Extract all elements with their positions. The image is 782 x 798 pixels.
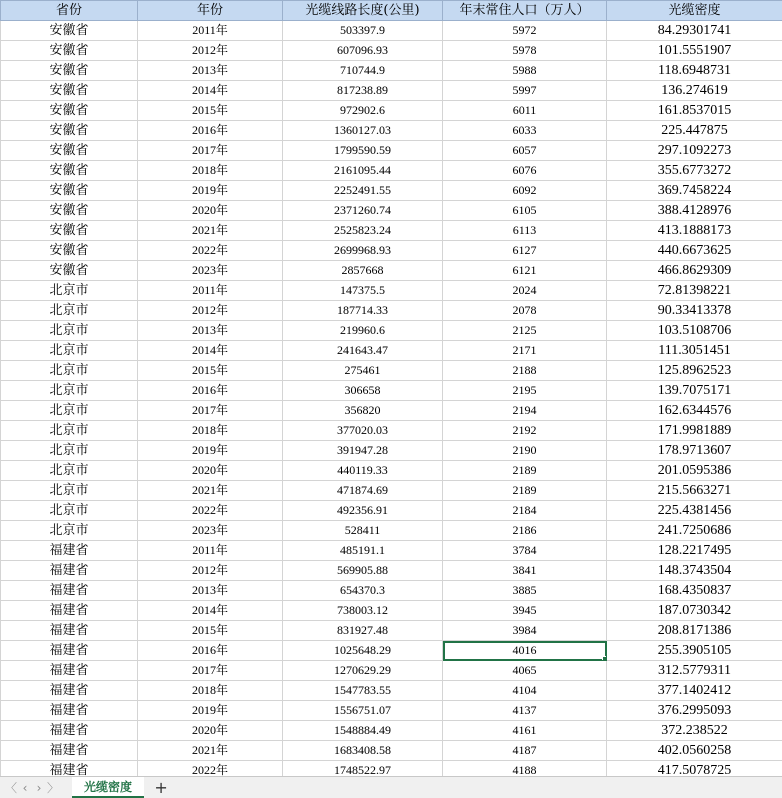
cell-province[interactable]: 北京市: [1, 381, 138, 401]
cell-province[interactable]: 北京市: [1, 321, 138, 341]
cell-cable-density[interactable]: 369.7458224: [607, 181, 782, 201]
cell-population[interactable]: 2188: [443, 361, 607, 381]
cell-year[interactable]: 2015年: [138, 361, 283, 381]
cell-province[interactable]: 北京市: [1, 361, 138, 381]
cell-cable-length[interactable]: 471874.69: [283, 481, 443, 501]
table-row: [1, 281, 782, 301]
cell-cable-density[interactable]: 440.6673625: [607, 241, 782, 261]
selected-cell[interactable]: 4016: [443, 641, 607, 661]
cell-population[interactable]: 5972: [443, 21, 607, 41]
table-row: [1, 581, 782, 601]
cell-province[interactable]: 安徽省: [1, 161, 138, 181]
table-row: [1, 441, 782, 461]
cell-province[interactable]: 北京市: [1, 441, 138, 461]
cell-province[interactable]: 安徽省: [1, 141, 138, 161]
cell-cable-length[interactable]: 147375.5: [283, 281, 443, 301]
table-row: [1, 541, 782, 561]
cell-cable-length[interactable]: 972902.6: [283, 101, 443, 121]
cell-population[interactable]: 3841: [443, 561, 607, 581]
cell-population[interactable]: 4187: [443, 741, 607, 761]
cell-province[interactable]: 福建省: [1, 741, 138, 761]
cell-year[interactable]: 2011年: [138, 541, 283, 561]
cell-cable-length[interactable]: 1270629.29: [283, 661, 443, 681]
add-sheet-plus-icon[interactable]: +: [152, 778, 170, 798]
table-row: [1, 461, 782, 481]
cell-year[interactable]: 2014年: [138, 81, 283, 101]
sheet-tab-cable-density[interactable]: 光缆密度: [72, 777, 144, 798]
table-row: [1, 21, 782, 41]
cell-cable-length[interactable]: 275461: [283, 361, 443, 381]
cell-year[interactable]: 2016年: [138, 641, 283, 661]
cell-population[interactable]: 2189: [443, 461, 607, 481]
cell-year[interactable]: 2022年: [138, 761, 283, 777]
cell-population[interactable]: 6033: [443, 121, 607, 141]
table-row: [1, 61, 782, 81]
cell-year[interactable]: 2023年: [138, 521, 283, 541]
cell-population[interactable]: 4161: [443, 721, 607, 741]
cell-cable-length[interactable]: 738003.12: [283, 601, 443, 621]
cell-province[interactable]: 北京市: [1, 281, 138, 301]
cell-cable-length[interactable]: 306658: [283, 381, 443, 401]
cell-cable-density[interactable]: 413.1888173: [607, 221, 782, 241]
cell-cable-density[interactable]: 241.7250686: [607, 521, 782, 541]
cell-province[interactable]: 北京市: [1, 481, 138, 501]
cell-cable-density[interactable]: 402.0560258: [607, 741, 782, 761]
cell-cable-density[interactable]: 388.4128976: [607, 201, 782, 221]
cell-year[interactable]: 2017年: [138, 661, 283, 681]
cell-population[interactable]: 4065: [443, 661, 607, 681]
cell-province[interactable]: 福建省: [1, 701, 138, 721]
cell-cable-length[interactable]: 187714.33: [283, 301, 443, 321]
cell-population[interactable]: 2189: [443, 481, 607, 501]
cell-year[interactable]: 2013年: [138, 581, 283, 601]
cell-population[interactable]: 6127: [443, 241, 607, 261]
table-row: [1, 601, 782, 621]
cell-year[interactable]: 2014年: [138, 601, 283, 621]
cell-population[interactable]: 2190: [443, 441, 607, 461]
cell-population[interactable]: 5997: [443, 81, 607, 101]
cell-cable-density[interactable]: 372.238522: [607, 721, 782, 741]
cell-province[interactable]: 安徽省: [1, 61, 138, 81]
cell-province[interactable]: 安徽省: [1, 101, 138, 121]
cell-cable-density[interactable]: 118.6948731: [607, 61, 782, 81]
cell-cable-density[interactable]: 225.447875: [607, 121, 782, 141]
cell-cable-length[interactable]: 1025648.29: [283, 641, 443, 661]
cell-cable-density[interactable]: 201.0595386: [607, 461, 782, 481]
cell-cable-length[interactable]: 817238.89: [283, 81, 443, 101]
cell-province[interactable]: 福建省: [1, 721, 138, 741]
cell-cable-density[interactable]: 225.4381456: [607, 501, 782, 521]
cell-year[interactable]: 2016年: [138, 381, 283, 401]
cell-cable-length[interactable]: 503397.9: [283, 21, 443, 41]
cell-year[interactable]: 2021年: [138, 481, 283, 501]
cell-cable-density[interactable]: 376.2995093: [607, 701, 782, 721]
cell-province[interactable]: 北京市: [1, 301, 138, 321]
table-row: [1, 201, 782, 221]
cell-cable-density[interactable]: 128.2217495: [607, 541, 782, 561]
cell-year[interactable]: 2012年: [138, 561, 283, 581]
cell-population[interactable]: 6113: [443, 221, 607, 241]
cell-population[interactable]: 6011: [443, 101, 607, 121]
cell-year[interactable]: 2020年: [138, 721, 283, 741]
cell-population[interactable]: 4104: [443, 681, 607, 701]
cell-cable-density[interactable]: 101.5551907: [607, 41, 782, 61]
cell-year[interactable]: 2011年: [138, 281, 283, 301]
cell-population[interactable]: 5988: [443, 61, 607, 81]
cell-province[interactable]: 北京市: [1, 521, 138, 541]
table-row: [1, 341, 782, 361]
cell-cable-density[interactable]: 72.81398221: [607, 281, 782, 301]
cell-cable-length[interactable]: 569905.88: [283, 561, 443, 581]
cell-population[interactable]: 4188: [443, 761, 607, 777]
table-row: [1, 561, 782, 581]
cell-cable-density[interactable]: 103.5108706: [607, 321, 782, 341]
cell-year[interactable]: 2019年: [138, 441, 283, 461]
table-row: [1, 361, 782, 381]
cell-population[interactable]: 3945: [443, 601, 607, 621]
header-row: [1, 1, 782, 21]
cell-province[interactable]: 福建省: [1, 541, 138, 561]
cell-population[interactable]: 6076: [443, 161, 607, 181]
cell-cable-density[interactable]: 377.1402412: [607, 681, 782, 701]
cell-province[interactable]: 安徽省: [1, 241, 138, 261]
table-row: [1, 241, 782, 261]
cell-cable-length[interactable]: 1360127.03: [283, 121, 443, 141]
cell-year[interactable]: 2016年: [138, 121, 283, 141]
cell-cable-length[interactable]: 440119.33: [283, 461, 443, 481]
sheet-tab-bar: [0, 776, 782, 798]
cell-cable-density[interactable]: 111.3051451: [607, 341, 782, 361]
cell-year[interactable]: 2017年: [138, 401, 283, 421]
table-row: [1, 101, 782, 121]
cell-year[interactable]: 2018年: [138, 681, 283, 701]
table-row: [1, 301, 782, 321]
cell-population[interactable]: 2195: [443, 381, 607, 401]
table-row: [1, 421, 782, 441]
cell-year[interactable]: 2018年: [138, 161, 283, 181]
cell-cable-length[interactable]: 1683408.58: [283, 741, 443, 761]
cell-population[interactable]: 3984: [443, 621, 607, 641]
cell-population[interactable]: 2184: [443, 501, 607, 521]
cell-year[interactable]: 2014年: [138, 341, 283, 361]
table-row: [1, 481, 782, 501]
cell-cable-length[interactable]: 241643.47: [283, 341, 443, 361]
cell-cable-density[interactable]: 161.8537015: [607, 101, 782, 121]
cell-cable-density[interactable]: 84.29301741: [607, 21, 782, 41]
cell-population[interactable]: 6121: [443, 261, 607, 281]
cell-population[interactable]: 3885: [443, 581, 607, 601]
cell-year[interactable]: 2013年: [138, 321, 283, 341]
cell-cable-density[interactable]: 125.8962523: [607, 361, 782, 381]
cell-province[interactable]: 安徽省: [1, 181, 138, 201]
cell-cable-length[interactable]: 1548884.49: [283, 721, 443, 741]
cell-cable-length[interactable]: 2371260.74: [283, 201, 443, 221]
table-row: [1, 401, 782, 421]
cell-year[interactable]: 2021年: [138, 221, 283, 241]
cell-cable-density[interactable]: 162.6344576: [607, 401, 782, 421]
cell-year[interactable]: 2021年: [138, 741, 283, 761]
cell-cable-length[interactable]: 492356.91: [283, 501, 443, 521]
table-row: [1, 181, 782, 201]
cell-population[interactable]: 6057: [443, 141, 607, 161]
cell-population[interactable]: 6105: [443, 201, 607, 221]
cell-cable-length[interactable]: 356820: [283, 401, 443, 421]
table-row: [1, 161, 782, 181]
cell-cable-density[interactable]: 168.4350837: [607, 581, 782, 601]
cell-cable-length[interactable]: 654370.3: [283, 581, 443, 601]
cell-province[interactable]: 安徽省: [1, 121, 138, 141]
cell-cable-density[interactable]: 208.8171386: [607, 621, 782, 641]
cell-cable-length[interactable]: 2252491.55: [283, 181, 443, 201]
cell-cable-length[interactable]: 528411: [283, 521, 443, 541]
cell-cable-length[interactable]: 377020.03: [283, 421, 443, 441]
cell-cable-density[interactable]: 90.33413378: [607, 301, 782, 321]
table-row: [1, 381, 782, 401]
cell-population[interactable]: 2024: [443, 281, 607, 301]
cell-cable-density[interactable]: 417.5078725: [607, 761, 782, 777]
cell-population[interactable]: 2125: [443, 321, 607, 341]
cell-cable-length[interactable]: 2857668: [283, 261, 443, 281]
cell-province[interactable]: 福建省: [1, 601, 138, 621]
cell-cable-length[interactable]: 2525823.24: [283, 221, 443, 241]
last-sheet-arrow-icon[interactable]: 〉: [46, 778, 60, 798]
cell-province[interactable]: 福建省: [1, 761, 138, 777]
cell-cable-length[interactable]: 1799590.59: [283, 141, 443, 161]
cell-year[interactable]: 2020年: [138, 201, 283, 221]
cell-cable-length[interactable]: 1748522.97: [283, 761, 443, 777]
cell-cable-length[interactable]: 391947.28: [283, 441, 443, 461]
cell-cable-density[interactable]: 139.7075171: [607, 381, 782, 401]
cell-cable-density[interactable]: 187.0730342: [607, 601, 782, 621]
cell-population[interactable]: 4137: [443, 701, 607, 721]
cell-cable-length[interactable]: 710744.9: [283, 61, 443, 81]
cell-year[interactable]: 2020年: [138, 461, 283, 481]
cell-population[interactable]: 6092: [443, 181, 607, 201]
cell-year[interactable]: 2023年: [138, 261, 283, 281]
table-row: [1, 81, 782, 101]
cell-province[interactable]: 安徽省: [1, 261, 138, 281]
cell-cable-length[interactable]: 2699968.93: [283, 241, 443, 261]
cell-province[interactable]: 北京市: [1, 341, 138, 361]
cell-year[interactable]: 2012年: [138, 301, 283, 321]
column-header-cable-density[interactable]: 光缆密度: [607, 1, 782, 21]
table-row: [1, 141, 782, 161]
cell-cable-density[interactable]: 171.9981889: [607, 421, 782, 441]
table-row: [1, 721, 782, 741]
cell-cable-length[interactable]: 485191.1: [283, 541, 443, 561]
cell-population[interactable]: 2171: [443, 341, 607, 361]
cell-province[interactable]: 北京市: [1, 461, 138, 481]
table-row: [1, 41, 782, 61]
table-row: [1, 641, 782, 661]
cell-province[interactable]: 福建省: [1, 561, 138, 581]
cell-cable-length[interactable]: 219960.6: [283, 321, 443, 341]
column-header-population[interactable]: 年末常住人口（万人）: [443, 1, 607, 21]
cell-year[interactable]: 2017年: [138, 141, 283, 161]
table-row: [1, 261, 782, 281]
cell-population[interactable]: 2192: [443, 421, 607, 441]
cell-year[interactable]: 2022年: [138, 241, 283, 261]
cell-cable-density[interactable]: 148.3743504: [607, 561, 782, 581]
table-row: [1, 761, 782, 777]
cell-province[interactable]: 安徽省: [1, 41, 138, 61]
cell-population[interactable]: 2194: [443, 401, 607, 421]
cell-cable-density[interactable]: 466.8629309: [607, 261, 782, 281]
cell-province[interactable]: 福建省: [1, 621, 138, 641]
table-body: [1, 21, 782, 777]
table-row: [1, 221, 782, 241]
table-row: [1, 621, 782, 641]
cell-year[interactable]: 2019年: [138, 701, 283, 721]
cell-year[interactable]: 2012年: [138, 41, 283, 61]
cell-province[interactable]: 福建省: [1, 661, 138, 681]
cell-cable-density[interactable]: 136.274619: [607, 81, 782, 101]
cell-cable-length[interactable]: 1547783.55: [283, 681, 443, 701]
cell-year[interactable]: 2013年: [138, 61, 283, 81]
cell-year[interactable]: 2018年: [138, 421, 283, 441]
cell-province[interactable]: 北京市: [1, 401, 138, 421]
cell-province[interactable]: 安徽省: [1, 21, 138, 41]
cell-province[interactable]: 安徽省: [1, 201, 138, 221]
cell-cable-length[interactable]: 1556751.07: [283, 701, 443, 721]
cell-population[interactable]: 2186: [443, 521, 607, 541]
cell-population[interactable]: 3784: [443, 541, 607, 561]
table-row: [1, 681, 782, 701]
table-row: [1, 701, 782, 721]
table-row: [1, 741, 782, 761]
cell-cable-length[interactable]: 2161095.44: [283, 161, 443, 181]
prev-sheet-arrow-icon[interactable]: ‹: [18, 778, 32, 798]
cell-province[interactable]: 北京市: [1, 501, 138, 521]
cell-province[interactable]: 安徽省: [1, 221, 138, 241]
cell-year[interactable]: 2015年: [138, 101, 283, 121]
cell-cable-density[interactable]: 355.6773272: [607, 161, 782, 181]
cell-province[interactable]: 福建省: [1, 581, 138, 601]
cell-cable-density[interactable]: 215.5663271: [607, 481, 782, 501]
cell-cable-density[interactable]: 255.3905105: [607, 641, 782, 661]
cell-cable-length[interactable]: 831927.48: [283, 621, 443, 641]
cell-year[interactable]: 2011年: [138, 21, 283, 41]
cell-province[interactable]: 北京市: [1, 421, 138, 441]
cell-year[interactable]: 2019年: [138, 181, 283, 201]
cell-province[interactable]: 福建省: [1, 641, 138, 661]
cell-province[interactable]: 福建省: [1, 681, 138, 701]
cell-population[interactable]: 2078: [443, 301, 607, 321]
cell-cable-density[interactable]: 312.5779311: [607, 661, 782, 681]
column-header-year[interactable]: 年份: [138, 1, 283, 21]
table-row: [1, 321, 782, 341]
table-row: [1, 661, 782, 681]
column-header-cable-length[interactable]: 光缆线路长度(公里): [283, 1, 443, 21]
cell-cable-density[interactable]: 297.1092273: [607, 141, 782, 161]
cell-year[interactable]: 2015年: [138, 621, 283, 641]
table-row: [1, 121, 782, 141]
cell-population[interactable]: 5978: [443, 41, 607, 61]
column-header-province[interactable]: 省份: [1, 1, 138, 21]
cell-province[interactable]: 安徽省: [1, 81, 138, 101]
first-sheet-arrow-icon[interactable]: 〈: [4, 778, 18, 798]
cell-cable-length[interactable]: 607096.93: [283, 41, 443, 61]
table-row: [1, 501, 782, 521]
table-row: [1, 521, 782, 541]
next-sheet-arrow-icon[interactable]: ›: [32, 778, 46, 798]
cell-cable-density[interactable]: 178.9713607: [607, 441, 782, 461]
cell-year[interactable]: 2022年: [138, 501, 283, 521]
